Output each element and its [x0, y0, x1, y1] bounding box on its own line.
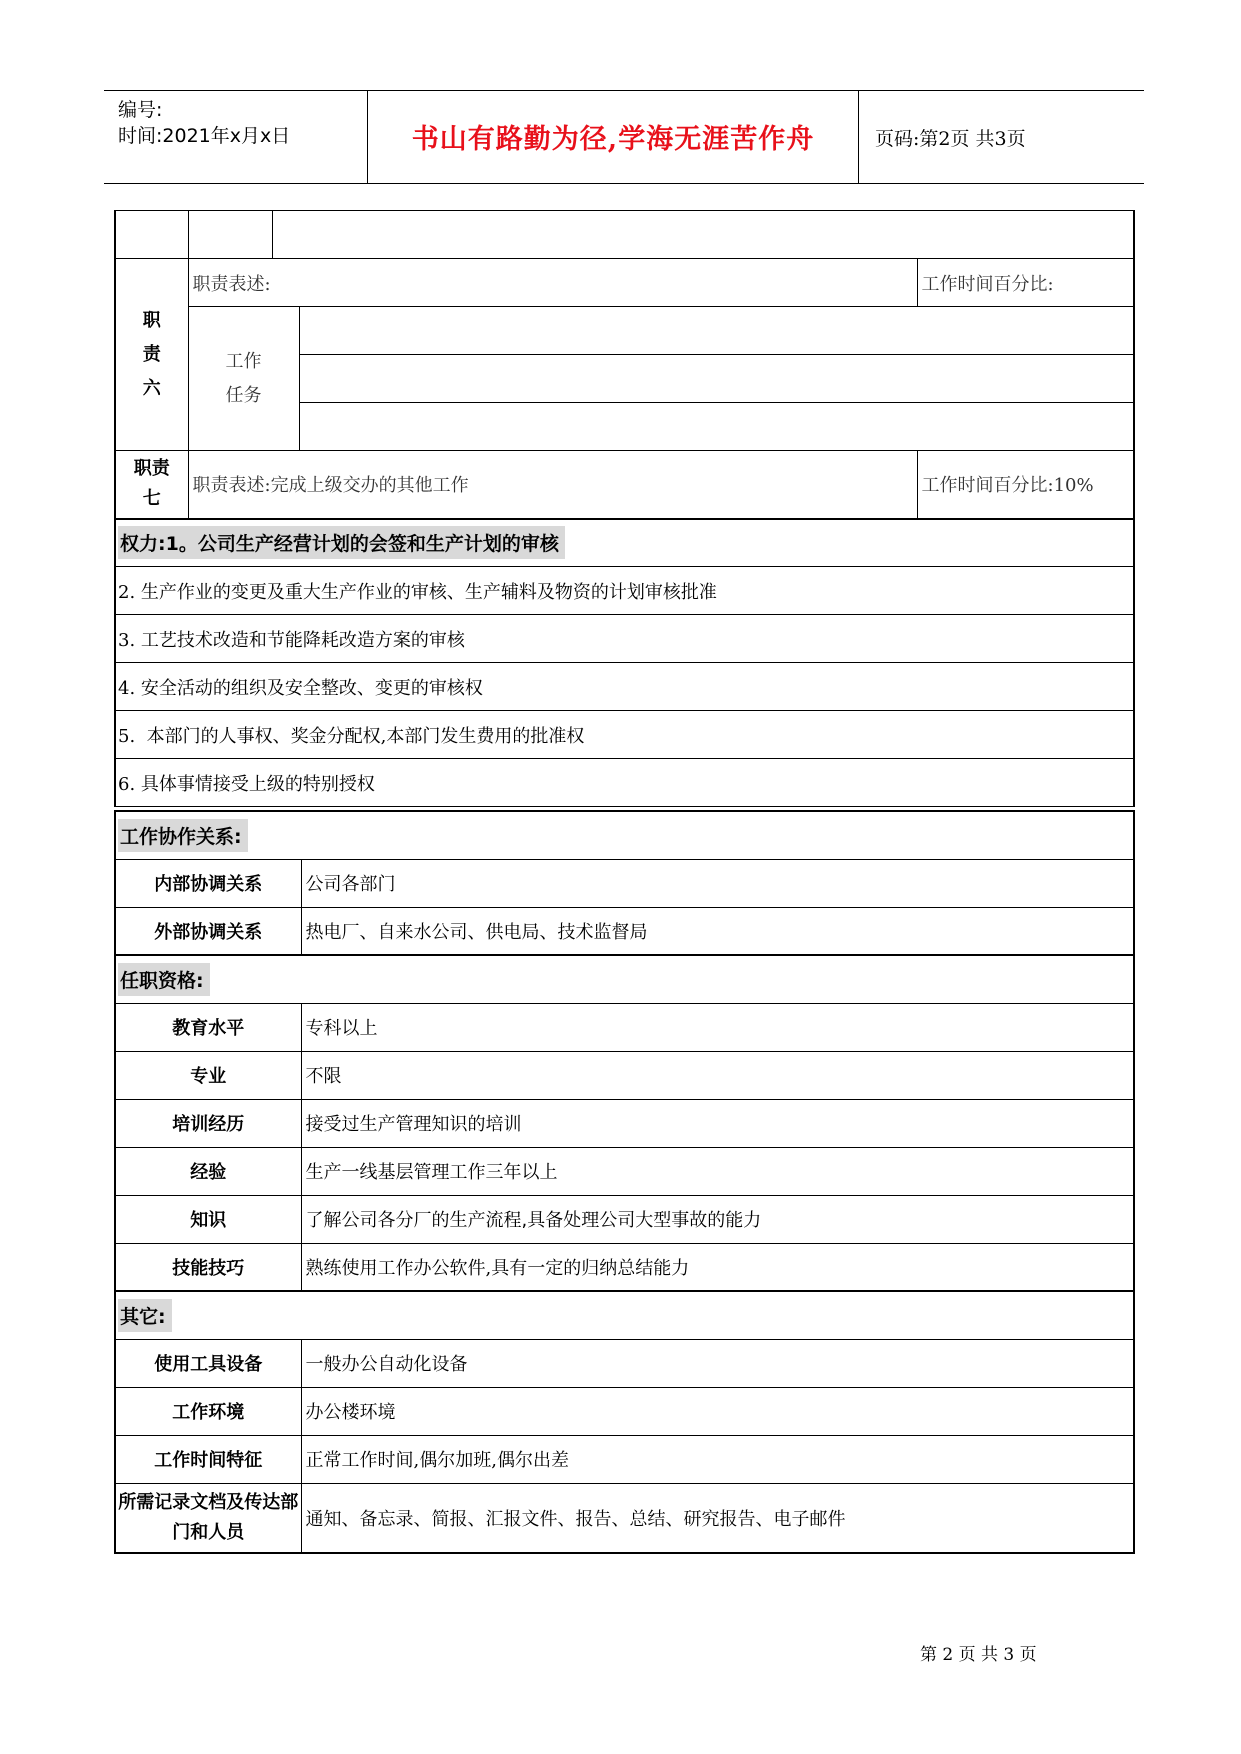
- duty7-label: 职责七: [133, 458, 170, 510]
- number-label: 编号:: [118, 99, 163, 121]
- row-value: 不限: [301, 1051, 1134, 1099]
- header-right-cell: [859, 91, 1144, 183]
- job-description-table: [114, 210, 1135, 807]
- row-value: 正常工作时间,偶尔加班,偶尔出差: [301, 1435, 1134, 1483]
- powers-title: 权力:1。公司生产经营计划的会签和生产计划的审核: [118, 526, 565, 559]
- header-center-cell: [368, 91, 859, 183]
- table-row: [115, 663, 1134, 711]
- row-label: 教育水平: [115, 1003, 301, 1051]
- table-row: [115, 1003, 1134, 1051]
- row-value: 了解公司各分厂的生产流程,具备处理公司大型事故的能力: [301, 1195, 1134, 1243]
- empty-cell: [272, 211, 1134, 259]
- power-item: 5. 本部门的人事权、奖金分配权,本部门发生费用的批准权: [115, 711, 1134, 759]
- other-title: 其它:: [118, 1299, 172, 1332]
- row-label: 技能技巧: [115, 1243, 301, 1291]
- table-row: [115, 907, 1134, 955]
- table-row: [115, 759, 1134, 807]
- table-row: [115, 811, 1134, 859]
- powers-title-cell: [115, 519, 1134, 567]
- table-row: [115, 259, 1134, 307]
- duty6-task-label-cell: [188, 307, 299, 451]
- duty6-label: 职责六: [142, 309, 161, 399]
- row-value: 专科以上: [301, 1003, 1134, 1051]
- empty-cell: [115, 211, 188, 259]
- other-title-cell: [115, 1291, 1134, 1339]
- duty7-pct: 工作时间百分比:10%: [917, 451, 1134, 519]
- row-label: 专业: [115, 1051, 301, 1099]
- table-row: [115, 1483, 1134, 1553]
- row-value: 办公楼环境: [301, 1387, 1134, 1435]
- table-row: [115, 1291, 1134, 1339]
- table-row: [115, 451, 1134, 519]
- power-item: 6. 具体事情接受上级的特别授权: [115, 759, 1134, 807]
- duty6-desc: 职责表述:: [188, 259, 917, 307]
- page-header: [104, 90, 1144, 184]
- power-item: 3. 工艺技术改造和节能降耗改造方案的审核: [115, 615, 1134, 663]
- task-cell: [299, 307, 1134, 355]
- row-value: 生产一线基层管理工作三年以上: [301, 1147, 1134, 1195]
- page-code: 页码:第2页 共3页: [875, 128, 1026, 150]
- row-value: 一般办公自动化设备: [301, 1339, 1134, 1387]
- qualification-title-cell: [115, 955, 1134, 1003]
- table-row: [115, 1387, 1134, 1435]
- table-row: [115, 1099, 1134, 1147]
- table-row: [115, 615, 1134, 663]
- time-label: 时间:2021年x月x日: [118, 125, 291, 147]
- table-row: [115, 1051, 1134, 1099]
- duty6-pct: 工作时间百分比:: [917, 259, 1134, 307]
- table-row: [115, 711, 1134, 759]
- table-row: [115, 307, 1134, 355]
- row-value: 熟练使用工作办公软件,具有一定的归纳总结能力: [301, 1243, 1134, 1291]
- task-cell: [299, 355, 1134, 403]
- duty7-label-cell: [115, 451, 188, 519]
- row-label: 经验: [115, 1147, 301, 1195]
- table-row: [115, 519, 1134, 567]
- task-cell: [299, 403, 1134, 451]
- row-label: 使用工具设备: [115, 1339, 301, 1387]
- duty6-label-cell: [115, 259, 188, 451]
- row-label: 工作时间特征: [115, 1435, 301, 1483]
- header-left-cell: [104, 91, 368, 183]
- table-row: [115, 955, 1134, 1003]
- row-label: 外部协调关系: [115, 907, 301, 955]
- table-row: [115, 1339, 1134, 1387]
- row-value: 公司各部门: [301, 859, 1134, 907]
- row-label: 所需记录文档及传达部门和人员: [115, 1483, 301, 1553]
- table-row: [115, 567, 1134, 615]
- row-label: 内部协调关系: [115, 859, 301, 907]
- row-label: 培训经历: [115, 1099, 301, 1147]
- empty-cell: [188, 211, 272, 259]
- table-row: [115, 211, 1134, 259]
- page-footer: 第 2 页 共 3 页: [920, 1645, 1037, 1665]
- row-value: 接受过生产管理知识的培训: [301, 1099, 1134, 1147]
- table-row: [115, 1195, 1134, 1243]
- table-row: [115, 1147, 1134, 1195]
- requirements-table: [114, 810, 1135, 1554]
- row-value: 通知、备忘录、简报、汇报文件、报告、总结、研究报告、电子邮件: [301, 1483, 1134, 1553]
- power-item: 2. 生产作业的变更及重大生产作业的审核、生产辅料及物资的计划审核批准: [115, 567, 1134, 615]
- row-label: 工作环境: [115, 1387, 301, 1435]
- cooperation-title-cell: [115, 811, 1134, 859]
- power-item: 4. 安全活动的组织及安全整改、变更的审核权: [115, 663, 1134, 711]
- qualification-title: 任职资格:: [118, 963, 210, 996]
- table-row: [115, 1243, 1134, 1291]
- table-row: [115, 1435, 1134, 1483]
- table-row: [115, 859, 1134, 907]
- cooperation-title: 工作协作关系:: [118, 819, 248, 852]
- duty7-desc: 职责表述:完成上级交办的其他工作: [188, 451, 917, 519]
- duty6-task-label: 工作任务: [225, 350, 262, 406]
- row-label: 知识: [115, 1195, 301, 1243]
- motto: 书山有路勤为径,学海无涯苦作舟: [411, 124, 815, 155]
- row-value: 热电厂、自来水公司、供电局、技术监督局: [301, 907, 1134, 955]
